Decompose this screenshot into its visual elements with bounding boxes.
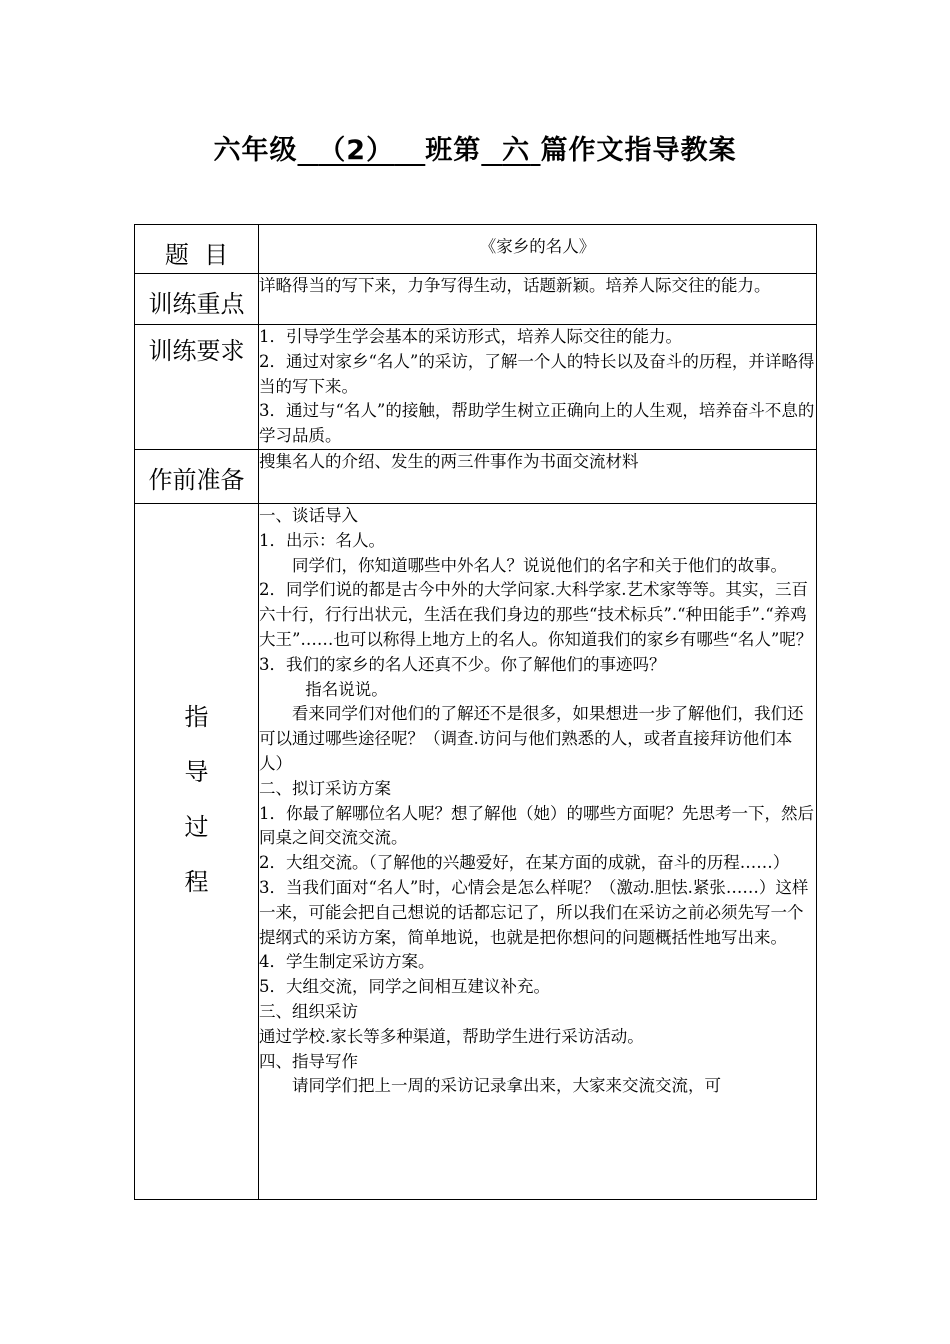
title-class-number: （2） <box>318 135 395 166</box>
requirement-item: 1．引导学生学会基本的采访形式，培养人际交往的能力。 <box>259 327 682 346</box>
label-focus: 训练重点 <box>135 274 259 325</box>
value-focus: 详略得当的写下来，力争写得生动，话题新颖。培养人际交往的能力。 <box>259 274 817 325</box>
row-topic <box>135 225 817 274</box>
process-line: 3．我们的家乡的名人还真不少。你了解他们的事迹吗？ <box>259 654 666 674</box>
process-line: 1．出示：名人。 <box>259 530 385 550</box>
row-process <box>135 503 817 1199</box>
row-focus <box>135 274 817 325</box>
value-process <box>259 503 817 1199</box>
row-requirements <box>135 325 817 450</box>
section-heading: 四、指导写作 <box>259 1051 358 1071</box>
lesson-plan-table <box>134 224 817 1200</box>
label-topic: 题 目 <box>135 225 259 274</box>
value-requirements <box>259 325 817 450</box>
label-process-char: 程 <box>184 867 209 896</box>
label-requirements: 训练要求 <box>135 325 259 450</box>
label-process-char: 过 <box>184 812 209 841</box>
page-title <box>0 128 950 167</box>
requirement-item: 3．通过与“名人”的接触，帮助学生树立正确向上的人生观，培养奋斗不息的学习品质。 <box>259 401 815 446</box>
label-process <box>135 503 259 1199</box>
label-process-char: 指 <box>184 702 209 731</box>
value-topic: 《家乡的名人》 <box>259 225 817 274</box>
section-heading: 一、谈话导入 <box>259 505 358 525</box>
process-line: 看来同学们对他们的了解还不是很多，如果想进一步了解他们，我们还可以通过哪些途径呢？（调查.访问与他们熟悉的人，或者直接拜访他们本人） <box>259 704 804 773</box>
process-line: 2．同学们说的都是古今中外的大学问家.大科学家.艺术家等等。其实，三百六十行，行行出状元，生活在我们身边的那些“技术标兵”.“种田能手”.“养鸡大王”……也可以称得上地方上的名人。你知道我们的家乡有哪些“名人”呢？ <box>259 580 813 649</box>
process-line: 3．当我们面对“名人”时，心情会是怎么样呢？（激动.胆怯.紧张……）这样一来，可能会把自己想说的话都忘记了，所以我们在采访之前必须先写一个提纲式的采访方案，简单地说，也就是把你想问的问题概括性地写出来。 <box>259 877 809 947</box>
process-line: 指名说说。 <box>305 679 388 699</box>
requirement-item: 2．通过对家乡“名人”的采访，了解一个人的特长以及奋斗的历程，并详略得当的写下来。 <box>259 351 815 396</box>
process-line: 1．你最了解哪位名人呢？想了解他（她）的哪些方面呢？先思考一下，然后同桌之间交流交流。 <box>259 803 814 848</box>
section-heading: 三、组织采访 <box>259 1001 358 1021</box>
section-heading: 二、拟订采访方案 <box>259 778 391 798</box>
title-grade: 六年级 <box>213 135 298 166</box>
process-line: 请同学们把上一周的采访记录拿出来，大家来交流交流，可 <box>292 1076 721 1096</box>
process-line: 5．大组交流，同学之间相互建议补充。 <box>259 977 550 997</box>
process-line: 4．学生制定采访方案。 <box>259 952 435 972</box>
title-essay-text: 篇作文指导教案 <box>540 135 737 166</box>
title-class-text: 班第 <box>425 135 482 166</box>
label-preparation: 作前准备 <box>135 449 259 503</box>
process-line: 2．大组交流。（了解他的兴趣爱好，在某方面的成就，奋斗的历程……） <box>259 853 790 873</box>
process-line: 通过学校.家长等多种渠道，帮助学生进行采访活动。 <box>259 1026 644 1046</box>
title-essay-number: 六 <box>502 135 531 166</box>
process-line: 同学们，你知道哪些中外名人？说说他们的名字和关于他们的故事。 <box>292 555 787 575</box>
value-preparation: 搜集名人的介绍、发生的两三件事作为书面交流材料 <box>259 449 817 503</box>
row-preparation <box>135 449 817 503</box>
label-process-char: 导 <box>184 757 209 786</box>
